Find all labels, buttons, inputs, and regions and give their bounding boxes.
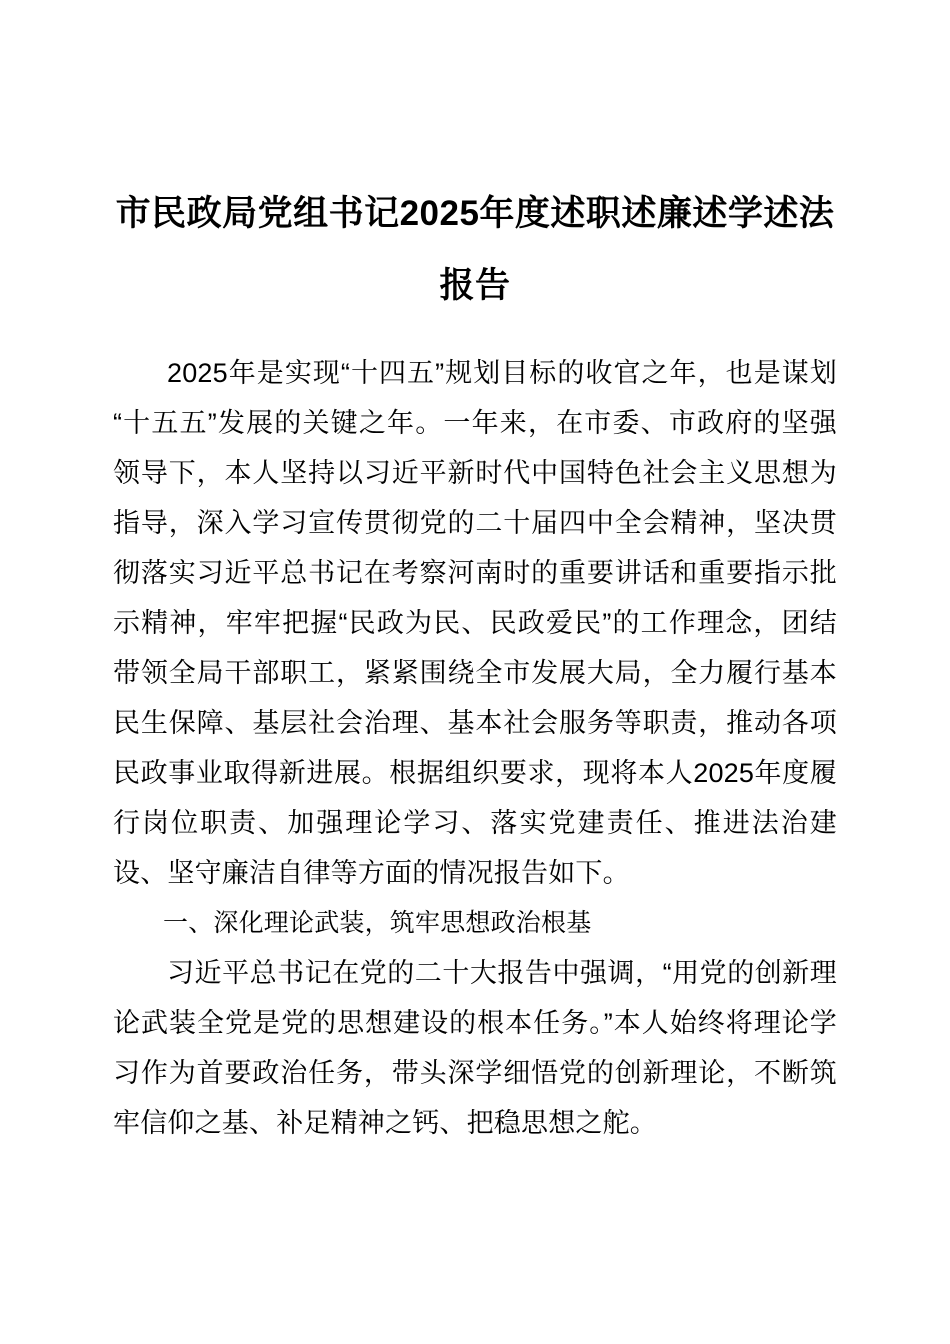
intro-paragraph: 2025年是实现“十四五”规划目标的收官之年，也是谋划“十五五”发展的关键之年。一年来，在市委、市政府的坚强领导下，本人坚持以习近平新时代中国特色社会主义思想为指导，深入学习宣传贯彻党的二十届四中全会精神，坚决贯彻落实习近平总书记在考察河南时的重要讲话和重要指示批示精神，牢牢把握“民政为民、民政爱民”的工作理念，团结带领全局干部职工，紧紧围绕全市发展大局，全力履行基本民生保障、基层社会治理、基本社会服务等职责，推动各项民政事业取得新进展。根据组织要求，现将本人2025年度履行岗位职责、加强理论学习、落实党建责任、推进法治建设、坚守廉洁自律等方面的情况报告如下。 (113, 358, 837, 888)
page-title: 市民政局党组书记2025年度述职述廉述学述法报告 (115, 194, 835, 305)
section-one-paragraph: 习近平总书记在党的二十大报告中强调，“用党的创新理论武装全党是党的思想建设的根本任务。”本人始终将理论学习作为首要政治任务，带头深学细悟党的创新理论，不断筑牢信仰之基、补足精神之钙、把稳思想之舵。 (113, 958, 837, 1138)
section-heading-one: 一、深化理论武装，筑牢思想政治根基 (163, 909, 592, 937)
document-content-column (113, 0, 837, 1148)
